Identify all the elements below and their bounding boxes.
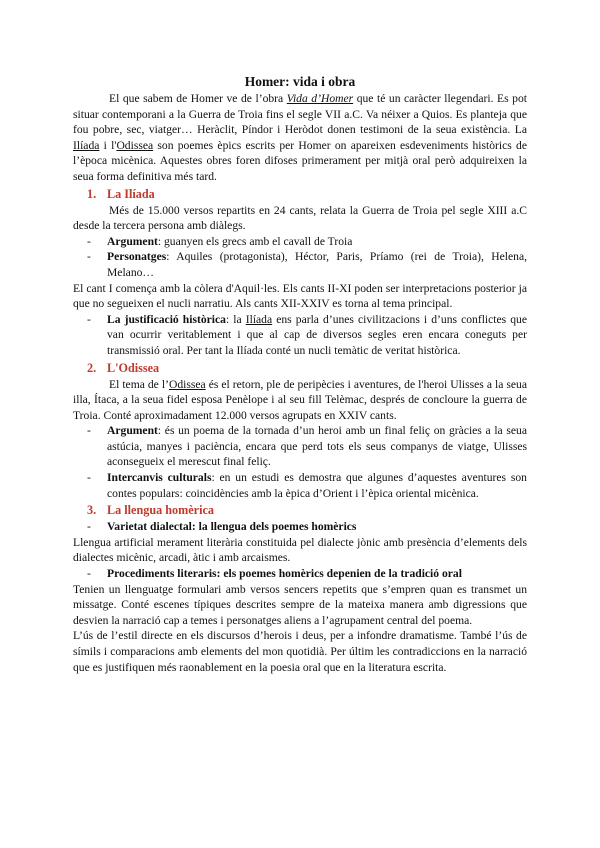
list-item: - Argument: és un poema de la tornada d’un heroi amb un final feliç on gràcies a la seua astúcia, manyes i paciència, encara que perd tots els seus companys de viatge, Ulisses aconsegueix el merescut final feliç.	[87, 424, 527, 469]
list-item: - La justificació històrica: la Ilíada ens parla d’unes civilitzacions i d’uns conflictes que van ocurrir veritablement i que al cap de diversos segles eren encara coneguts per transmissió oral. Per tant la Ilíada conté un nucli temàtic de veritat històrica.	[87, 312, 527, 357]
procediments-paragraph: Tenien un llenguatge formulari amb versos sencers repetits que s’empren quan es transmet un missatge. Conté escenes típiques descrites sempre de la mateixa manera amb digressions que desvien la narració cap a temes i personatges aliens a l’agrupament central del poema.	[73, 582, 527, 627]
list-item: - Personatges: Aquiles (protagonista), Héctor, Paris, Príamo (rei de Troia), Helena, Melano…	[87, 250, 527, 279]
dialect-paragraph: Llengua artificial merament literària constituida pel dialecte jònic amb presència d’elements dels dialectes micènic, arcadi, àtic i amb arcaismes.	[73, 535, 527, 565]
vida-homer-title: Vida d’Homer	[286, 92, 354, 105]
estil-paragraph: L’ús de l’estil directe en els discursos d’herois i deus, per a infondre dramatisme. També l’ús de símils i comparacions amb elements del mon quotidià. Per últim les contradiccions en la narració que es justifiquen més raonablement en la poesia oral que en la literatura escrita.	[73, 629, 527, 674]
odissea-paragraph: El tema de l’Odissea és el retorn, ple de peripècies i aventures, de l'heroi Ulisses a la seua illa, Ítaca, a la seua fidel esposa Penèlope i al seu fill Telèmac, després de concloure la guerra de Troia. Conté aproximadament 12.000 versos agrupats en XXIV cants.	[73, 377, 527, 422]
section-heading-llengua: 3. La llengua homèrica	[87, 503, 214, 518]
list-item: - Argument: guanyen els grecs amb el cavall de Troia	[87, 234, 353, 248]
list-item: - Varietat dialectal: la llengua dels poemes homèrics	[87, 520, 357, 534]
iliada-paragraph: Més de 15.000 versos repartits en 24 cants, relata la Guerra de Troia pel segle XIII a.C desde la tercera persona amb diàlegs.	[73, 203, 527, 233]
intro-paragraph: El que sabem de Homer ve de l’obra Vida d’Homer que té un caràcter llegendari. Es pot situar contemporani a la Guerra de Troia fins el segle VII a.C. Va néixer a Quios. Es planteja que fou pobre, sec, viatger… Heràclit, Píndor i Heròdot donen testimoni de la seua existència. La Ilíada i l'Odissea son poemes èpics escrits per Homer on apareixen esdeveniments històrics de l’època micènica. Aquestes obres foren difoses primerament per mitjà oral però adquireixen la seua forma definitiva més tard.	[73, 92, 527, 183]
list-item: - Intercanvis culturals: en un estudi es demostra que algunes d’aquestes aventures son contes populars: coincidències amb la èpica d’Orient i l’èpica oriental micènica.	[87, 471, 527, 500]
page-title: Homer: vida i obra	[244, 74, 356, 89]
document-body	[73, 74, 527, 675]
section-heading-odissea: 2. L'Odissea	[87, 360, 160, 375]
section-heading-iliada: 1. La Ilíada	[87, 186, 155, 201]
iliada-cants-paragraph: El cant I comença amb la còlera d'Aquil·les. Els cants II-XI poden ser interpretacions posterior ja que no segueixen el nucli narratiu. Als cants XII-XXIV es torna al tema principal.	[73, 281, 527, 311]
list-item: - Procediments literaris: els poemes homèrics depenien de la tradició oral	[87, 567, 462, 581]
